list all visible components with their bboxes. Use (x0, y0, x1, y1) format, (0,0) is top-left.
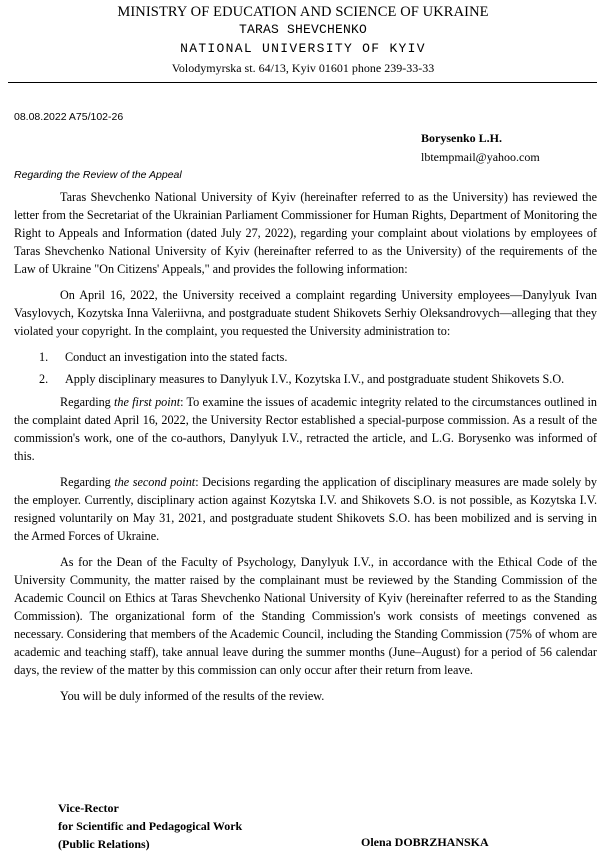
paragraph-second-point (14, 473, 597, 545)
list-item-text: Conduct an investigation into the stated facts. (65, 350, 288, 364)
paragraph-closing: You will be duly informed of the results of the review. (60, 689, 325, 703)
first-point-emphasis: the first point (114, 395, 181, 409)
list-item (14, 348, 597, 366)
paragraph-first-point (14, 393, 597, 465)
paragraph-complaint: On April 16, 2022, the University received a complaint regarding University employees—Danylyuk Ivan Vasylovych, Kozytska Inna Valeriivna, and postgraduate student Shikovets Serhiy Oleksandrovych—alleging that they violated your copyright. In the complaint, you requested the University administration to: (14, 288, 597, 338)
signatory-title-line2: for Scientific and Pedagogical Work (58, 819, 243, 833)
university-name-line1: TARAS SHEVCHENKO (238, 22, 368, 37)
recipient-name: Borysenko L.H. (421, 131, 503, 145)
signatory-title-line1: Vice-Rector (58, 801, 119, 815)
letter-subject: Regarding the Review of the Appeal (14, 169, 182, 181)
ministry-heading: MINISTRY OF EDUCATION AND SCIENCE OF UKRAINE (117, 4, 489, 20)
request-list (14, 348, 597, 388)
university-address: Volodymyrska st. 64/13, Kyiv 01601 phone 239-33-33 (171, 61, 435, 75)
list-item (14, 370, 597, 388)
signatory-title (58, 799, 242, 853)
university-name-line2: NATIONAL UNIVERSITY OF KYIV (180, 41, 426, 56)
paragraph-intro: Taras Shevchenko National University of Kyiv (hereinafter referred to as the University) has reviewed the letter from the Secretariat of the Ukrainian Parliament Commissioner for Human Rights, Department of Monitoring the Right to Appeals and Information (dated July 27, 2022), regarding your complaint about violations by employees of Taras Shevchenko National University of Kyiv (hereinafter referred to as the University) of the requirements of the Law of Ukraine "On Citizens' Appeals," and provides the following information: (14, 190, 597, 276)
paragraph-text: : Decisions regarding the application of disciplinary measures are made solely by the employer. Currently, disciplinary action against Kozytska I.V. and Shikovets S.O. is not possible, as Kozytska I.V. resigned voluntarily on May 31, 2021, and postgraduate student Shikovets S.O. has been mobilized and is serving in the Armed Forces of Ukraine. (14, 475, 597, 543)
header-divider (8, 82, 597, 83)
letter-body (14, 188, 597, 713)
paragraph-dean: As for the Dean of the Faculty of Psychology, Danylyuk I.V., in accordance with the Ethical Code of the University Community, the matter raised by the complainant must be reviewed by the Standing Commission of the Academic Council on Ethics at Taras Shevchenko National University of Kyiv (hereinafter referred to as the Standing Commission). The organizational form of the Standing Commission's work consists of meetings convened as necessary. Considering that members of the Academic Council, including the Standing Commission (75% of whom are academic and teaching staff), take annual leave during the summer months (June–August) for a period of 56 calendar days, the review of the matter by this commission can only occur after their return from leave. (14, 555, 597, 677)
signatory-name: Olena DOBRZHANSKA (361, 835, 489, 849)
signatory-title-line3: (Public Relations) (58, 837, 150, 851)
second-point-emphasis: the second point (114, 475, 196, 489)
paragraph-text: : To examine the issues of academic integrity related to the circumstances outlined in the complaint dated April 16, 2022, the University Rector established a special-purpose commission. As a result of the commission's work, one of the co-authors, Danylyuk I.V., retracted the article, and L.G. Borysenko was informed of this. (14, 395, 597, 463)
document-reference: 08.08.2022 A75/102-26 (14, 111, 124, 123)
recipient-email: lbtempmail@yahoo.com (421, 150, 540, 164)
list-item-number: 1. (39, 350, 49, 364)
list-item-text: Apply disciplinary measures to Danylyuk I.V., Kozytska I.V., and postgraduate student Shikovets S.O. (65, 372, 565, 386)
paragraph-lead: Regarding (60, 475, 115, 489)
list-item-number: 2. (39, 372, 49, 386)
paragraph-lead: Regarding (60, 395, 115, 409)
